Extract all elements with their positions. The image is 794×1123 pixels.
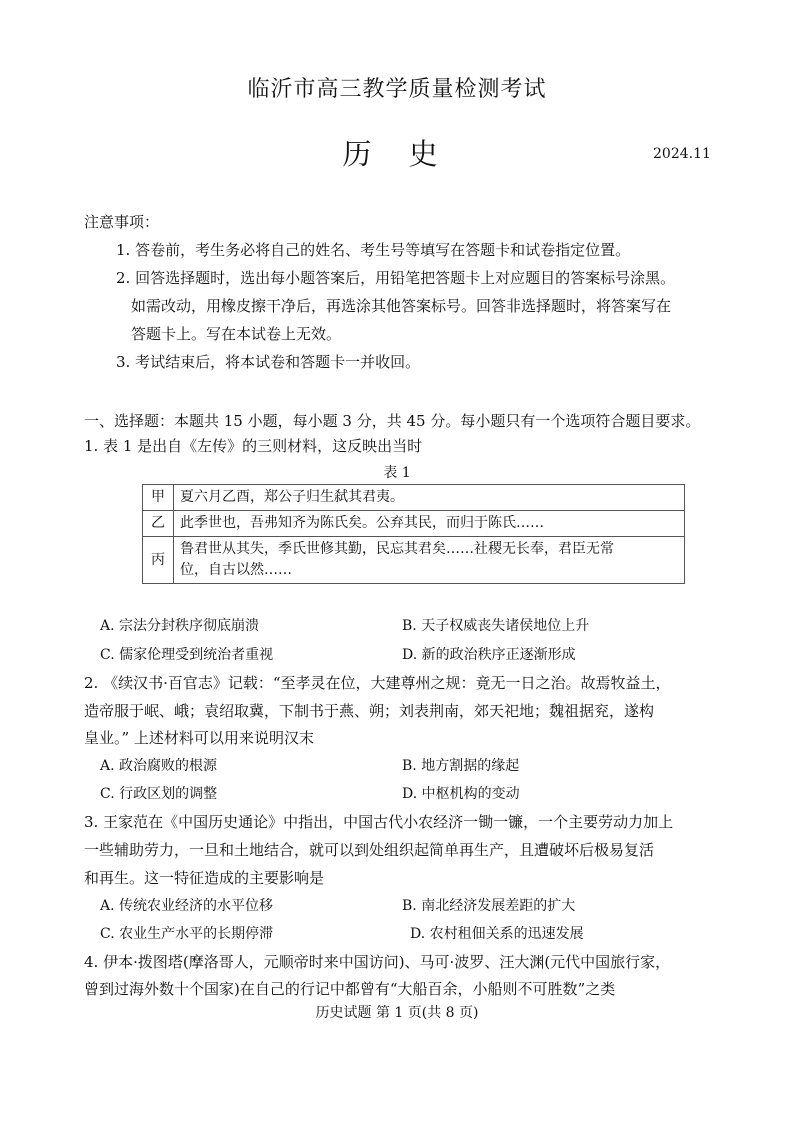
table-row-text: 夏六月乙酉，郑公子归生弑其君夷。: [174, 485, 685, 511]
table-row: [143, 537, 685, 584]
table-row: [143, 511, 685, 537]
table-caption: 表 1: [383, 465, 411, 481]
notice-heading: 注意事项：: [84, 213, 160, 231]
question-3-stem: 和再生。这一特征造成的主要影响是: [84, 869, 325, 887]
notice-item: 2. 回答选择题时，选出每小题答案后，用铅笔把答题卡上对应题目的答案标号涂黑。: [116, 269, 676, 287]
page-footer: 历史试题 第 1 页(共 8 页): [315, 1005, 479, 1021]
subject-title: 历 史: [342, 137, 452, 171]
question-3-stem: 一些辅助劳力，一旦和土地结合，就可以到处组织起简单再生产，且遭破坏后极易复活: [84, 841, 655, 859]
option-c: C. 行政区划的调整: [100, 786, 218, 802]
question-2-stem: 造帝服于岷、峨；袁绍取冀，下制书于燕、朔；刘表荆南，郊天祀地；魏祖据兖，遂构: [84, 702, 655, 720]
option-a: A. 宗法分封秩序彻底崩溃: [100, 618, 260, 634]
question-1-stem: 1. 表 1 是出自《左传》的三则材料，这反映出当时: [84, 437, 423, 455]
notice-item-continuation: 如需改动，用橡皮擦干净后，再选涂其他答案标号。回答非选择题时，将答案写在: [131, 297, 672, 315]
option-d: D. 新的政治秩序正逐渐形成: [402, 647, 576, 663]
notice-item-continuation: 答题卡上。写在本试卷上无效。: [131, 325, 342, 343]
table-row-text: [174, 537, 685, 584]
question-4-stem: 曾到过海外数十个国家)在自己的行记中都曾有“大船百余，小船则不可胜数”之类: [84, 980, 616, 998]
exam-title: 临沂市高三教学质量检测考试: [247, 77, 547, 102]
table-row-key: 乙: [143, 511, 174, 537]
option-b: B. 南北经济发展差距的扩大: [402, 898, 576, 914]
question-3-stem: 3. 王家范在《中国历史通论》中指出，中国古代小农经济一锄一镰，一个主要劳动力加上: [84, 813, 674, 831]
table-row-text-line: 位，自古以然……: [180, 562, 292, 578]
table-row-text-line: 鲁君世从其失，季氏世修其勤，民忘其君矣……社稷无长奉，君臣无常: [180, 541, 614, 557]
source-table: [142, 484, 685, 584]
notice-item: 3. 考试结束后，将本试卷和答题卡一并收回。: [116, 353, 421, 371]
table-row-text: 此季世也，吾弗知齐为陈氏矣。公弃其民，而归于陈氏……: [174, 511, 685, 537]
notice-item: 1. 答卷前，考生务必将自己的姓名、考生号等填写在答题卡和试卷指定位置。: [116, 241, 631, 259]
option-a: A. 政治腐败的根源: [100, 758, 218, 774]
option-d: D. 农村租佃关系的迅速发展: [410, 926, 584, 942]
question-4-stem: 4. 伊本·拨图塔(摩洛哥人，元顺帝时来中国访问)、马可·波罗、汪大渊(元代中国旅行家，: [84, 953, 671, 971]
option-b: B. 天子权威丧失诸侯地位上升: [402, 618, 590, 634]
table-row-key: 甲: [143, 485, 174, 511]
question-2-stem: 皇业。” 上述材料可以用来说明汉末: [84, 729, 314, 747]
option-c: C. 农业生产水平的长期停滞: [100, 926, 274, 942]
table-row-key: 丙: [143, 537, 174, 584]
option-c: C. 儒家伦理受到统治者重视: [100, 647, 274, 663]
option-a: A. 传统农业经济的水平位移: [100, 898, 274, 914]
option-d: D. 中枢机构的变动: [402, 786, 520, 802]
exam-date: 2024.11: [653, 146, 711, 162]
question-2-stem: 2. 《续汉书·百官志》记载：“至孝灵在位，大建尊州之规：竟无一日之治。故焉牧益土，: [84, 674, 671, 692]
table-row: [143, 485, 685, 511]
section-heading: 一、选择题：本题共 15 小题，每小题 3 分，共 45 分。每小题只有一个选项符合题目要求。: [84, 412, 701, 430]
option-b: B. 地方割据的缘起: [402, 758, 520, 774]
